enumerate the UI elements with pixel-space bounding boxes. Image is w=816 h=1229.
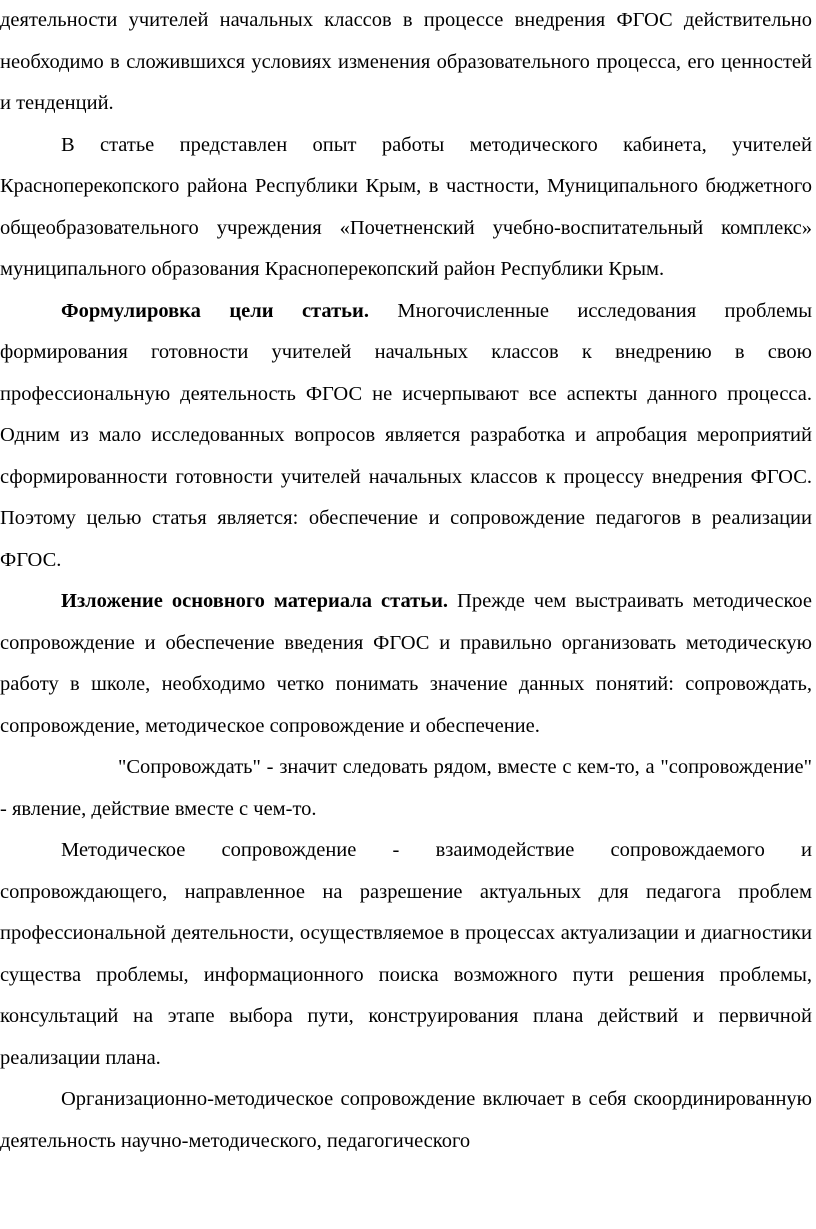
- paragraph-organizational-support: [0, 1079, 812, 1162]
- paragraph-text: Многочисленные исследования проблемы формирования готовности учителей начальных классов к внедрению в свою профессиональную деятельность ФГОС не исчерпывают все аспекты данного процесса. Одним из мало исследованных вопросов является разработка и апробация мероприятий сформированности готовности учителей начальных классов к процессу внедрения ФГОС. Поэтому целью статья является: обеспечение и сопровождение педагогов в реализации ФГОС.: [0, 299, 813, 571]
- paragraph-text: "Сопровождать" - значит следовать рядом, вместе с кем-то, а "сопровождение" - явление, действие вместе с чем-то.: [0, 756, 812, 820]
- section-heading: Изложение основного материала статьи.: [61, 590, 449, 612]
- paragraph-continuation: [0, 0, 812, 125]
- paragraph-text: Методическое сопровождение - взаимодействие сопровождаемого и сопровождающего, направленное на разрешение актуальных для педагога проблем профессиональной деятельности, осуществляемое в процессах актуализации и диагностики существа проблемы, информационного поиска возможного пути решения проблемы, консультаций на этапе выбора пути, конструирования плана действий и первичной реализации плана.: [0, 839, 812, 1069]
- paragraph-text: Прежде чем выстраивать методическое сопровождение и обеспечение введения ФГОС и правильно организовать методическую работу в школе, необходимо четко понимать значение данных понятий: сопровождать, сопровождение, методическое сопровождение и обеспечение.: [0, 590, 812, 737]
- paragraph-goal: [0, 291, 812, 582]
- paragraph-methodical-support: [0, 830, 812, 1079]
- paragraph-text: деятельности учителей начальных классов в процессе внедрения ФГОС действительно необходимо в сложившихся условиях изменения образовательного процесса, его ценностей и тенденций.: [0, 9, 812, 114]
- section-heading: Формулировка цели статьи.: [61, 299, 369, 322]
- paragraph-experience: [0, 125, 812, 291]
- paragraph-main-material: [0, 581, 812, 747]
- paragraph-definition-accompany: [0, 747, 812, 830]
- paragraph-text: В статье представлен опыт работы методического кабинета, учителей Красноперекопского района Республики Крым, в частности, Муниципального бюджетного общеобразовательного учреждения «Почетненский учебно-воспитательный комплекс» муниципального образования Красноперекопский район Республики Крым.: [0, 133, 812, 280]
- paragraph-text: Организационно-методическое сопровождение включает в себя скоординированную деятельность научно-методического, педагогического: [0, 1088, 812, 1152]
